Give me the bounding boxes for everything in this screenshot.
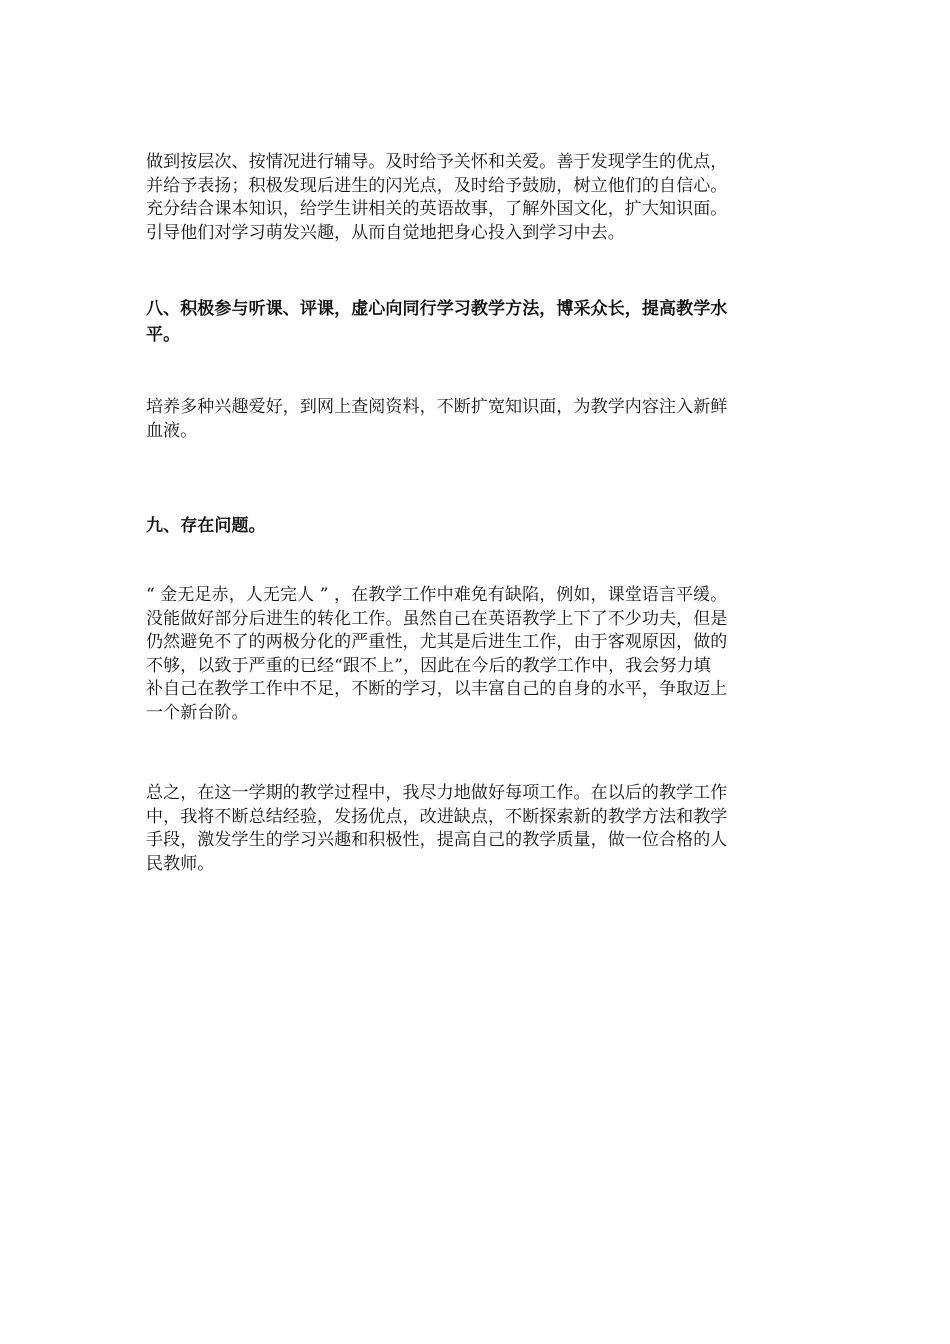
paragraph-line: 手段，激发学生的学习兴趣和积极性，提高自己的教学质量，做一位合格的人 <box>146 830 728 851</box>
paragraph-line: 充分结合课本知识，给学生讲相关的英语故事，了解外国文化，扩大知识面。 <box>146 199 728 220</box>
paragraph-line: 一个新台阶。 <box>146 702 249 723</box>
paragraph-tutoring <box>146 151 836 245</box>
paragraph-line: 没能做好部分后进生的转化工作。虽然自己在英语教学上下了不少功夫，但是 <box>146 608 728 629</box>
heading-line: 八、积极参与听课、评课，虚心向同行学习教学方法，博采众长，提高教学水 <box>146 299 728 319</box>
paragraph-interests <box>146 396 836 443</box>
heading-line: 九、存在问题。 <box>146 516 266 536</box>
paragraph-line: 总之，在这一学期的教学过程中，我尽力地做好每项工作。在以后的教学工作 <box>146 783 728 803</box>
paragraph-line: 中，我将不断总结经验，发扬优点，改进缺点，不断探索新的教学方法和教学 <box>146 806 728 827</box>
paragraph-line: 仍然避免不了的两极分化的严重性，尤其是后进生工作，由于客观原因，做的 <box>146 632 728 653</box>
paragraph-line: 做到按层次、按情况进行辅导。及时给予关怀和关爱。善于发现学生的优点， <box>146 152 728 172</box>
paragraph-line: 培养多种兴趣爱好，到网上查阅资料，不断扩宽知识面，为教学内容注入新鲜 <box>146 397 728 417</box>
paragraph-line: 补自己在教学工作中不足，不断的学习，以丰富自己的自身的水平，争取迈上 <box>146 679 728 700</box>
paragraph-line: “ 金无足赤，人无完人 ” ，在教学工作中难免有缺陷，例如，课堂语言平缓。 <box>146 585 728 605</box>
paragraph-line: 并给予表扬；积极发现后进生的闪光点，及时给予鼓励，树立他们的自信心。 <box>146 175 728 196</box>
heading-line: 平。 <box>146 325 181 345</box>
paragraph-problems <box>146 584 836 726</box>
section-heading-8 <box>146 296 836 348</box>
paragraph-line: 不够，以致于严重的已经“跟不上”，因此在今后的教学工作中，我会努力填 <box>146 655 711 676</box>
paragraph-line: 民教师。 <box>146 853 215 874</box>
section-heading-9 <box>146 513 836 539</box>
paragraph-conclusion <box>146 782 836 876</box>
paragraph-line: 血液。 <box>146 420 198 441</box>
paragraph-line: 引导他们对学习萌发兴趣，从而自觉地把身心投入到学习中去。 <box>146 222 625 243</box>
